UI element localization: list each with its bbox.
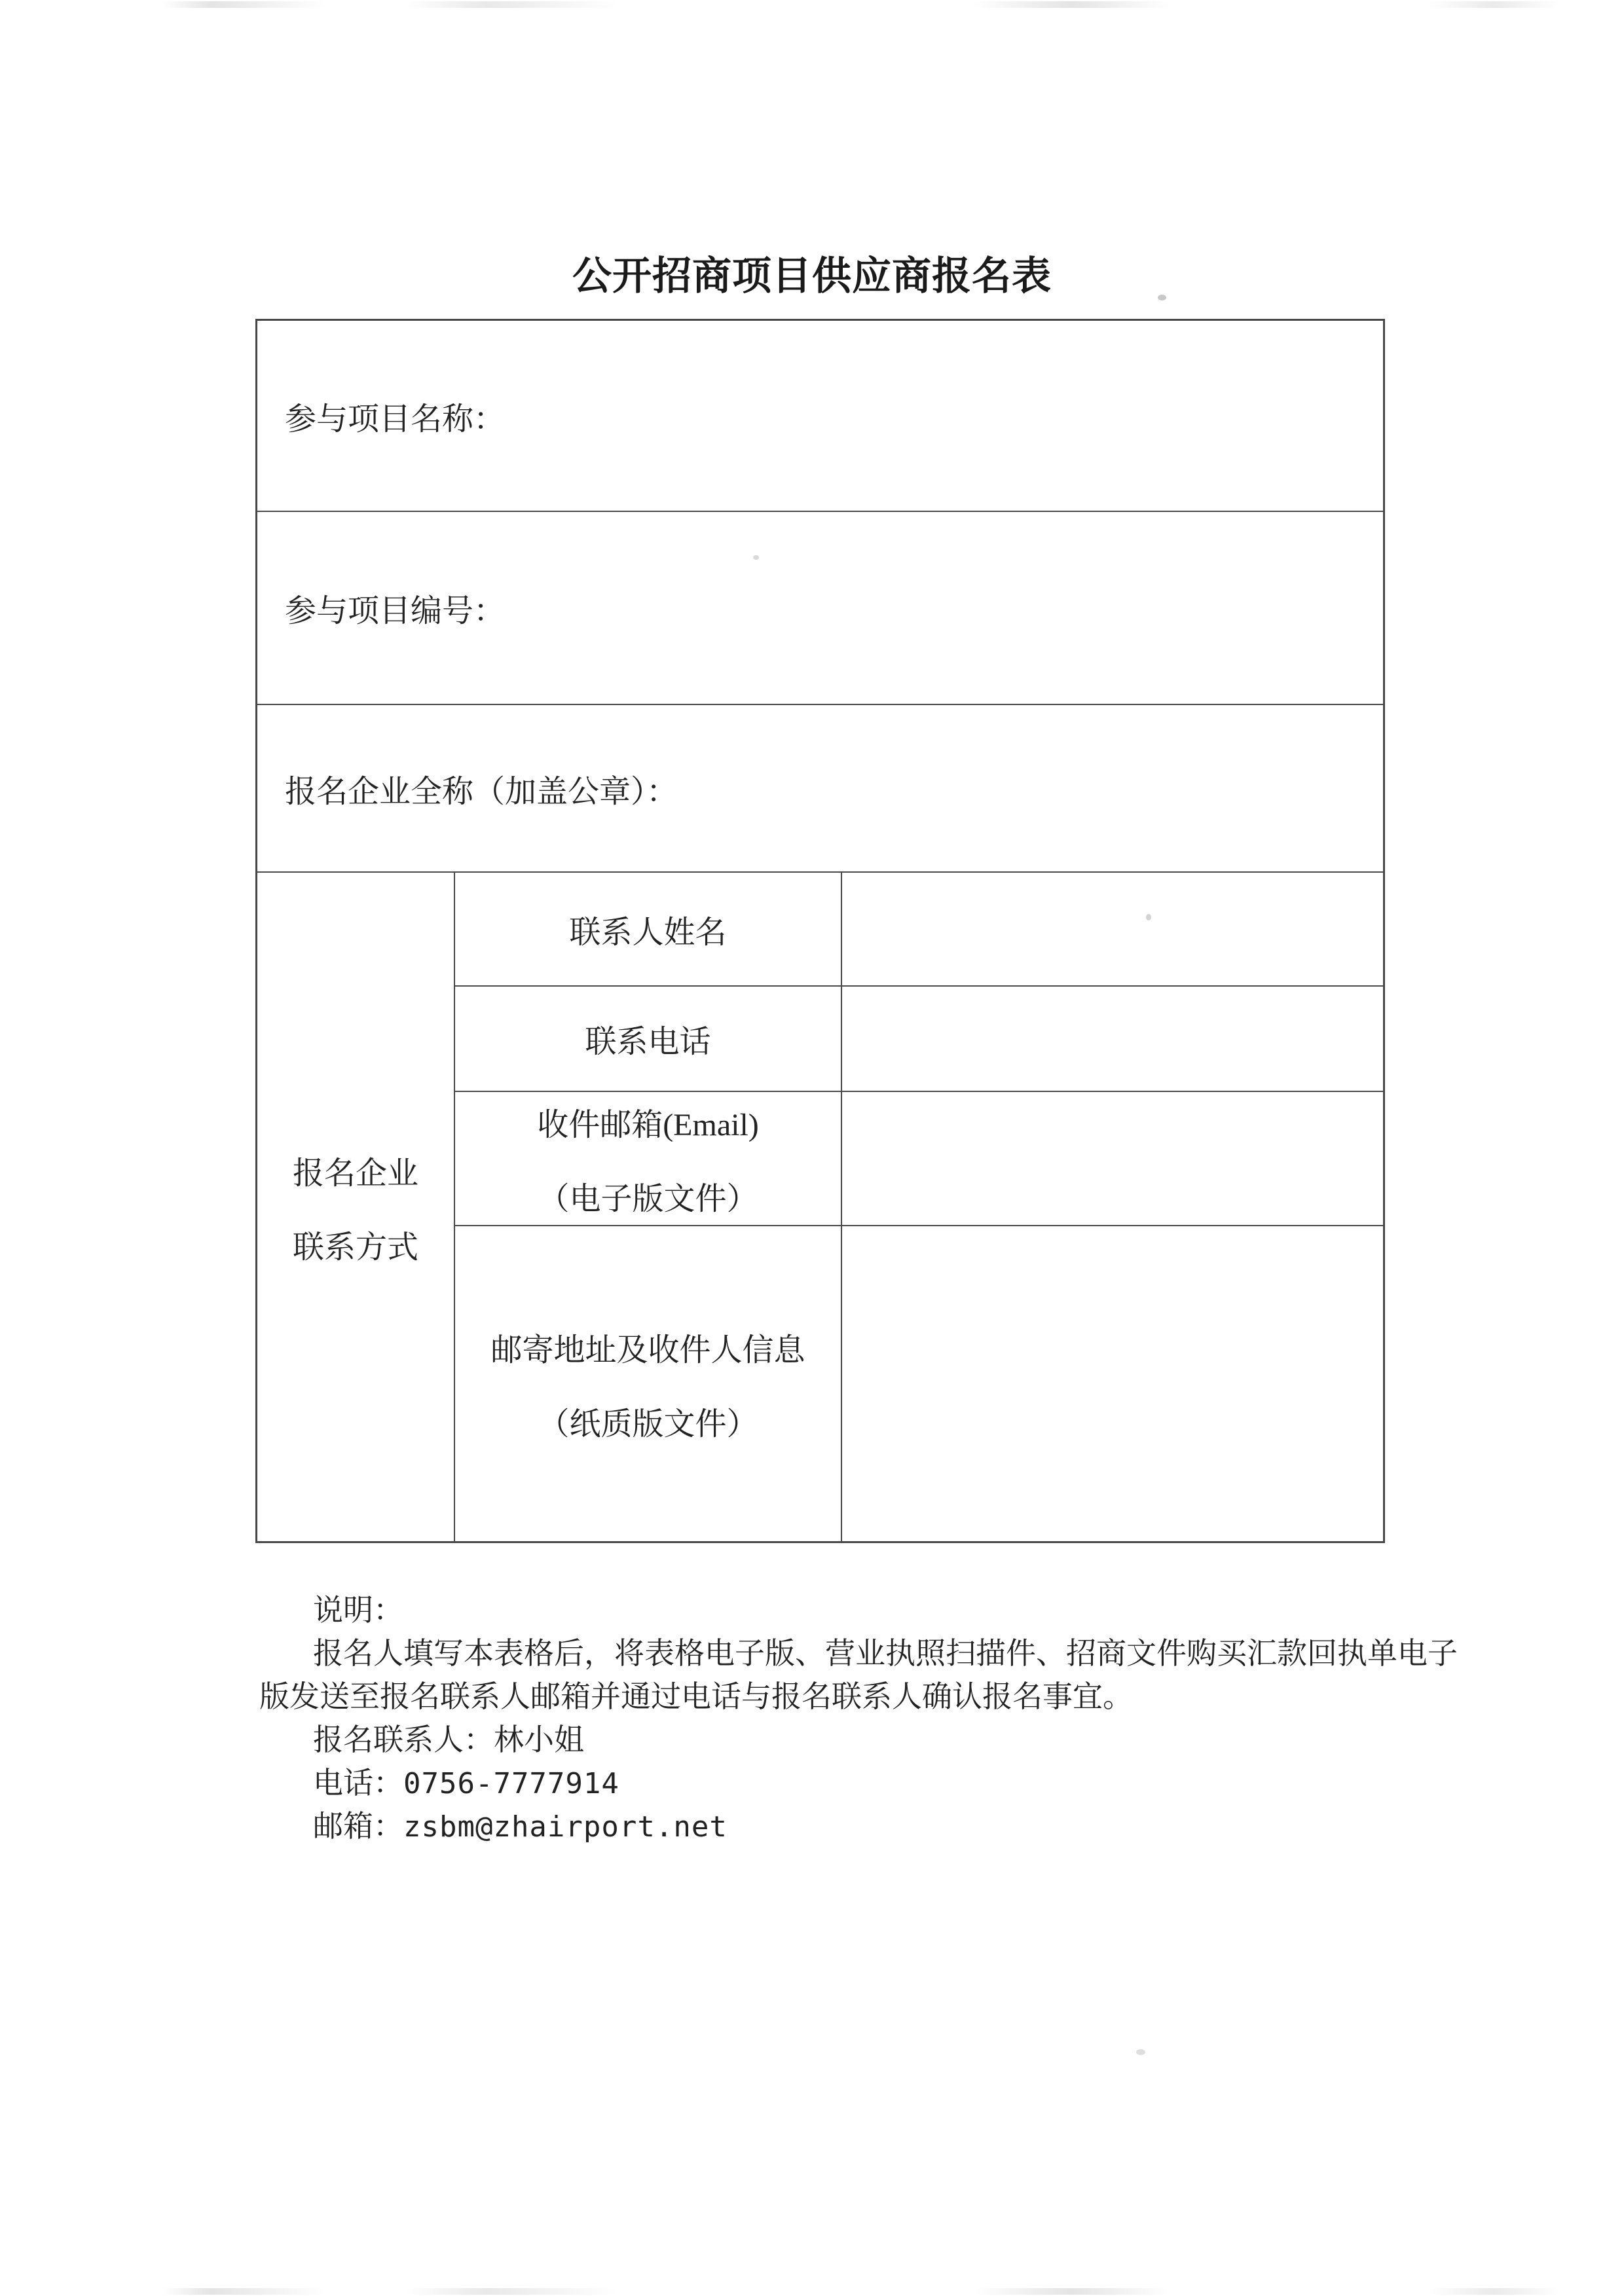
- email-label: 邮箱：: [313, 1810, 403, 1843]
- table-row-contact-phone: [455, 985, 1383, 1091]
- registration-contact-line: 报名联系人：林小姐: [313, 1723, 584, 1757]
- mailing-address-label-line: （纸质版文件）: [538, 1406, 758, 1442]
- contact-group-label-line: 报名企业: [292, 1156, 418, 1191]
- contact-email-value-cell: [842, 1092, 1383, 1225]
- table-row-contact-name: [455, 873, 1383, 985]
- email-address: zsbm@zhairport.net: [403, 1810, 728, 1844]
- contact-name-label-cell: [455, 873, 842, 985]
- scan-speck: [1136, 2049, 1145, 2055]
- phone-line: [313, 1766, 619, 1801]
- mailing-address-value-cell: [842, 1226, 1383, 1541]
- project-name-label: 参与项目名称：: [285, 401, 506, 437]
- contact-email-label-cell: [455, 1092, 842, 1225]
- project-number-label: 参与项目编号：: [285, 594, 506, 629]
- contact-name-label: 联系人姓名: [569, 915, 727, 950]
- registration-table: [255, 319, 1385, 1543]
- contact-group-label-line: 联系方式: [292, 1230, 418, 1265]
- contact-email-label-line: （电子版文件）: [538, 1181, 758, 1216]
- scan-speck: [1146, 914, 1151, 920]
- table-row-mailing-address: [455, 1225, 1383, 1541]
- mailing-address-label-line: 邮寄地址及收件人信息: [490, 1332, 805, 1368]
- contact-phone-value-cell: [842, 987, 1383, 1091]
- document-title: 公开招商项目供应商报名表: [572, 255, 1052, 298]
- notes-paragraph-line: 报名人填写本表格后，将表格电子版、营业执照扫描件、招商文件购买汇款回执单电子: [313, 1637, 1458, 1670]
- scan-speck: [753, 555, 759, 560]
- scan-edge-noise: [0, 2288, 1624, 2295]
- phone-number: 0756-7777914: [403, 1767, 619, 1800]
- contact-section: [257, 873, 1383, 1541]
- table-row-contact-email: [455, 1091, 1383, 1225]
- mailing-address-label-cell: [455, 1226, 842, 1541]
- contact-name-value-cell: [842, 873, 1383, 985]
- notes-heading: 说明：: [313, 1594, 403, 1627]
- scan-speck: [1158, 295, 1166, 301]
- contact-phone-label: 联系电话: [585, 1025, 711, 1059]
- scan-edge-noise: [0, 1, 1624, 8]
- table-row-company-name: [257, 705, 1383, 873]
- contact-phone-label-cell: [455, 987, 842, 1091]
- company-name-label: 报名企业全称（加盖公章）：: [285, 774, 678, 809]
- table-row-project-name: [257, 321, 1383, 512]
- phone-label: 电话：: [313, 1766, 403, 1800]
- email-line: [313, 1810, 728, 1844]
- table-row-project-number: [257, 512, 1383, 705]
- contact-group-cell: [257, 873, 455, 1541]
- notes-paragraph-line: 版发送至报名联系人邮箱并通过电话与报名联系人确认报名事宜。: [259, 1680, 1133, 1713]
- contact-email-label-line: 收件邮箱(Email): [537, 1107, 759, 1142]
